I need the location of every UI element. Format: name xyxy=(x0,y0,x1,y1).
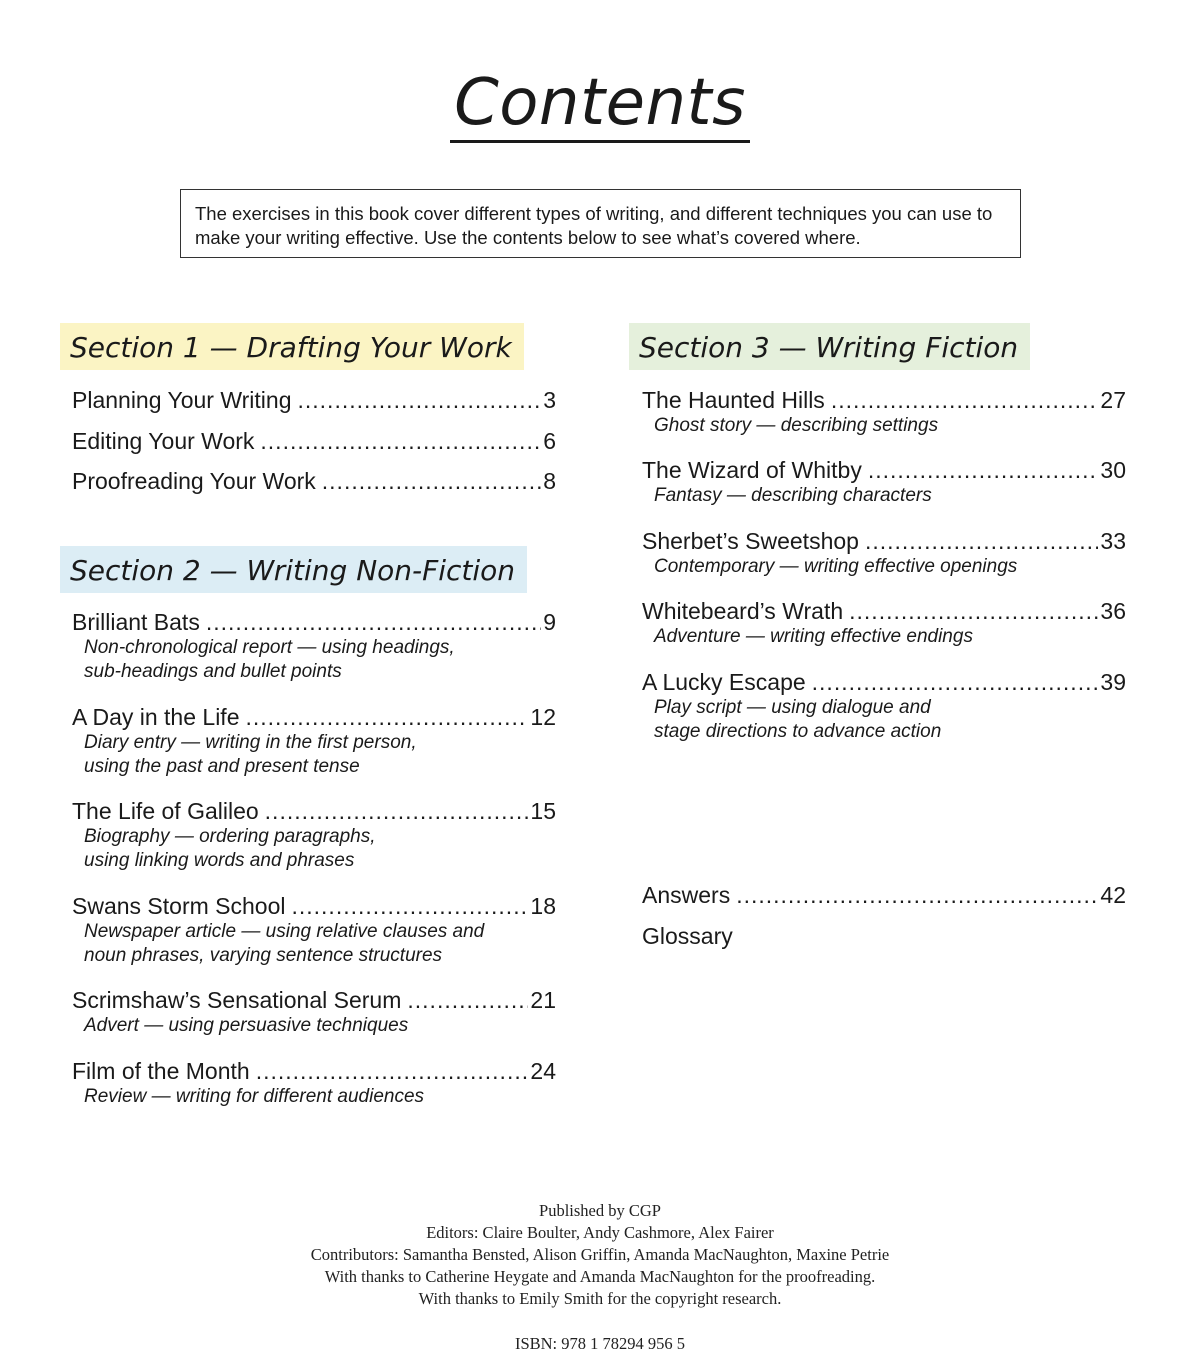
credit-line: Published by CGP xyxy=(539,1201,661,1220)
leader-dots xyxy=(736,881,1098,909)
leader-dots xyxy=(291,892,528,920)
entry-title: Brilliant Bats xyxy=(72,609,200,635)
section-1-heading: Section 1 — Drafting Your Work xyxy=(60,323,524,370)
entry-description-line: stage directions to advance action xyxy=(654,721,942,742)
entry-description-line: Advert — using persuasive techniques xyxy=(84,1015,409,1036)
entry-description xyxy=(72,920,556,968)
leader-dots xyxy=(812,668,1099,696)
section-2-heading: Section 2 — Writing Non-Fiction xyxy=(60,546,527,593)
leader-dots xyxy=(868,456,1099,484)
leader-dots xyxy=(260,427,541,455)
toc-entry[interactable] xyxy=(642,597,1126,649)
toc-entry[interactable] xyxy=(72,1057,556,1109)
entry-description xyxy=(642,555,1126,579)
intro-box: The exercises in this book cover different types of writing, and different techniques you can use to make your writing effective. Use the contents below to see what’s covered where. xyxy=(180,189,1021,258)
entry-title: Planning Your Writing xyxy=(72,387,292,413)
toc-entry[interactable] xyxy=(72,986,556,1038)
entry-page: 21 xyxy=(530,987,556,1013)
entry-description xyxy=(72,636,556,684)
leader-dots xyxy=(246,703,529,731)
leader-dots xyxy=(206,608,541,636)
entry-title: Sherbet’s Sweetshop xyxy=(642,528,859,554)
entry-description-line: noun phrases, varying sentence structures xyxy=(84,945,443,966)
toc-entry[interactable] xyxy=(642,386,1126,438)
entry-description-line: Fantasy — describing characters xyxy=(654,485,932,506)
entry-title: Scrimshaw’s Sensational Serum xyxy=(72,987,402,1013)
publisher-credits xyxy=(0,1200,1200,1310)
entry-page: 9 xyxy=(543,609,556,635)
entry-title: Answers xyxy=(642,882,731,908)
entry-description xyxy=(72,1014,556,1038)
entry-description-line: Review — writing for different audiences xyxy=(84,1086,425,1107)
section-3-heading: Section 3 — Writing Fiction xyxy=(629,323,1030,370)
credit-line: Editors: Claire Boulter, Andy Cashmore, Alex Fairer xyxy=(426,1223,774,1242)
entry-page: 30 xyxy=(1100,457,1126,483)
entry-description-line: Adventure — writing effective endings xyxy=(654,626,973,647)
toc-entry[interactable] xyxy=(72,892,556,968)
entry-description-line: using the past and present tense xyxy=(84,756,360,777)
page-title-text: Contents xyxy=(450,66,750,143)
entry-description-line: Newspaper article — using relative clauses and xyxy=(84,921,485,942)
entry-title: Film of the Month xyxy=(72,1058,250,1084)
toc-entry[interactable] xyxy=(72,386,556,414)
entry-description xyxy=(72,1085,556,1109)
entry-description-line: Biography — ordering paragraphs, xyxy=(84,826,376,847)
entry-page: 27 xyxy=(1100,387,1126,413)
entry-title: Whitebeard’s Wrath xyxy=(642,598,844,624)
entry-title: Glossary xyxy=(642,923,733,949)
entry-title: Proofreading Your Work xyxy=(72,468,316,494)
leader-dots xyxy=(256,1057,529,1085)
entry-page: 6 xyxy=(543,428,556,454)
entry-title: The Haunted Hills xyxy=(642,387,825,413)
entry-title: A Lucky Escape xyxy=(642,669,806,695)
entry-description xyxy=(72,731,556,779)
entry-title: The Wizard of Whitby xyxy=(642,457,862,483)
credit-line: Contributors: Samantha Bensted, Alison Griffin, Amanda MacNaughton, Maxine Petrie xyxy=(310,1245,890,1264)
toc-entry[interactable] xyxy=(72,797,556,873)
entry-page: 8 xyxy=(543,468,556,494)
toc-entry[interactable] xyxy=(642,668,1126,744)
credit-line: With thanks to Catherine Heygate and Amanda MacNaughton for the proofreading. xyxy=(324,1267,876,1286)
entry-title: Swans Storm School xyxy=(72,893,286,919)
entry-description-line: using linking words and phrases xyxy=(84,850,355,871)
page-title xyxy=(0,66,1200,140)
entry-description-line: Non-chronological report — using headings, xyxy=(84,637,455,658)
toc-entry[interactable] xyxy=(642,456,1126,508)
entry-description xyxy=(642,484,1126,508)
leader-dots xyxy=(865,527,1098,555)
leader-dots xyxy=(407,986,528,1014)
entry-description-line: Ghost story — describing settings xyxy=(654,415,939,436)
entry-description xyxy=(72,825,556,873)
entry-title: The Life of Galileo xyxy=(72,798,259,824)
entry-page: 33 xyxy=(1100,528,1126,554)
entry-description-line: Play script — using dialogue and xyxy=(654,697,931,718)
entry-description-line: Diary entry — writing in the first person, xyxy=(84,732,417,753)
toc-entry[interactable] xyxy=(72,703,556,779)
entry-title: Editing Your Work xyxy=(72,428,255,454)
toc-entry-glossary[interactable] xyxy=(642,922,1126,950)
toc-entry[interactable] xyxy=(72,467,556,495)
leader-dots xyxy=(831,386,1099,414)
entry-page: 18 xyxy=(530,893,556,919)
entry-page: 3 xyxy=(543,387,556,413)
leader-dots xyxy=(298,386,542,414)
entry-page: 12 xyxy=(530,704,556,730)
entry-description xyxy=(642,414,1126,438)
toc-entry[interactable] xyxy=(72,608,556,684)
entry-page: 36 xyxy=(1100,598,1126,624)
leader-dots xyxy=(849,597,1098,625)
entry-page: 24 xyxy=(530,1058,556,1084)
isbn: ISBN: 978 1 78294 956 5 xyxy=(514,1334,686,1353)
entry-description-line: Contemporary — writing effective openings xyxy=(654,556,1018,577)
toc-entry-answers[interactable] xyxy=(642,881,1126,909)
entry-page: 15 xyxy=(530,798,556,824)
entry-description xyxy=(642,696,1126,744)
credit-line: With thanks to Emily Smith for the copyright research. xyxy=(418,1289,782,1308)
entry-page: 42 xyxy=(1100,882,1126,908)
entry-page: 39 xyxy=(1100,669,1126,695)
entry-title: A Day in the Life xyxy=(72,704,240,730)
toc-entry[interactable] xyxy=(72,427,556,455)
entry-description xyxy=(642,625,1126,649)
entry-description-line: sub-headings and bullet points xyxy=(84,661,342,682)
leader-dots xyxy=(322,467,541,495)
leader-dots xyxy=(265,797,529,825)
toc-entry[interactable] xyxy=(642,527,1126,579)
